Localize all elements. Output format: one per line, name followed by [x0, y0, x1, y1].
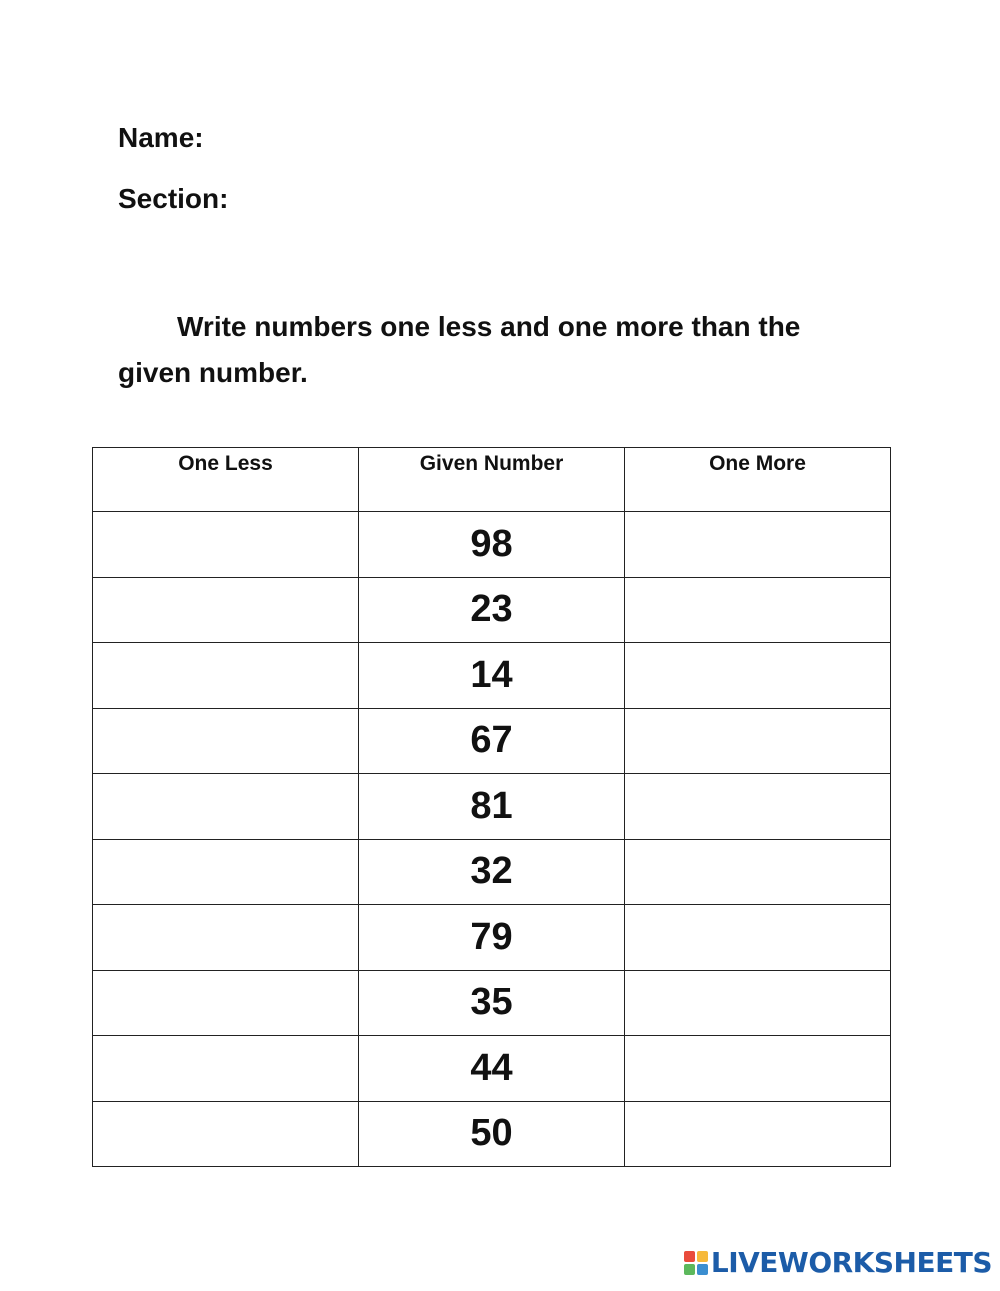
one-less-cell [93, 905, 359, 971]
given-number-cell: 14 [359, 643, 625, 709]
table-row [93, 839, 891, 905]
one-less-cell [93, 1036, 359, 1102]
table-header-row [93, 448, 891, 512]
one-more-input[interactable] [625, 642, 894, 709]
column-header-given-number: Given Number [359, 448, 625, 512]
given-number-cell: 32 [359, 839, 625, 905]
one-more-cell [625, 1101, 891, 1167]
table-body [93, 512, 891, 1167]
one-more-cell [625, 1036, 891, 1102]
one-less-cell [93, 577, 359, 643]
one-less-input[interactable] [93, 577, 362, 644]
given-number-cell: 79 [359, 905, 625, 971]
one-less-input[interactable] [93, 708, 362, 775]
one-less-cell [93, 512, 359, 578]
one-less-input[interactable] [93, 1035, 362, 1102]
given-number-cell: 98 [359, 512, 625, 578]
one-more-cell [625, 774, 891, 840]
one-more-input[interactable] [625, 839, 894, 906]
one-more-cell [625, 512, 891, 578]
given-number-cell: 50 [359, 1101, 625, 1167]
one-more-input[interactable] [625, 511, 894, 578]
one-more-cell [625, 708, 891, 774]
table-row [93, 1101, 891, 1167]
one-less-cell [93, 643, 359, 709]
one-more-input[interactable] [625, 708, 894, 775]
one-less-cell [93, 774, 359, 840]
one-less-input[interactable] [93, 642, 362, 709]
table-row [93, 970, 891, 1036]
one-more-cell [625, 643, 891, 709]
one-less-input[interactable] [93, 773, 362, 840]
logo-text: LIVEWORKSHEETS [710, 1246, 992, 1279]
logo-block-green [684, 1264, 695, 1275]
table-row [93, 1036, 891, 1102]
table-row [93, 643, 891, 709]
one-less-cell [93, 839, 359, 905]
given-number-cell: 23 [359, 577, 625, 643]
liveworksheets-logo [684, 1246, 992, 1279]
one-more-cell [625, 839, 891, 905]
one-less-input[interactable] [93, 511, 362, 578]
one-less-input[interactable] [93, 970, 362, 1037]
one-more-cell [625, 577, 891, 643]
one-more-input[interactable] [625, 970, 894, 1037]
given-number-cell: 44 [359, 1036, 625, 1102]
one-less-cell [93, 708, 359, 774]
worksheet-table [92, 447, 891, 1167]
one-more-cell [625, 905, 891, 971]
one-more-cell [625, 970, 891, 1036]
logo-blocks-icon [684, 1251, 708, 1275]
one-less-cell [93, 1101, 359, 1167]
one-less-input[interactable] [93, 1101, 362, 1168]
instruction-text: Write numbers one less and one more than the given number. [118, 311, 801, 388]
table-row [93, 774, 891, 840]
table-row [93, 708, 891, 774]
one-more-input[interactable] [625, 1035, 894, 1102]
table-row [93, 512, 891, 578]
given-number-cell: 81 [359, 774, 625, 840]
one-less-cell [93, 970, 359, 1036]
logo-block-red [684, 1251, 695, 1262]
column-header-one-less: One Less [93, 448, 359, 512]
one-less-input[interactable] [93, 904, 362, 971]
section-label: Section: [118, 183, 229, 214]
one-more-input[interactable] [625, 773, 894, 840]
table-row [93, 905, 891, 971]
logo-block-yellow [697, 1251, 708, 1262]
given-number-cell: 67 [359, 708, 625, 774]
one-more-input[interactable] [625, 904, 894, 971]
column-header-one-more: One More [625, 448, 891, 512]
logo-block-blue [697, 1264, 708, 1275]
name-label: Name: [118, 122, 204, 153]
one-less-input[interactable] [93, 839, 362, 906]
given-number-cell: 35 [359, 970, 625, 1036]
one-more-input[interactable] [625, 577, 894, 644]
one-more-input[interactable] [625, 1101, 894, 1168]
table-row [93, 577, 891, 643]
